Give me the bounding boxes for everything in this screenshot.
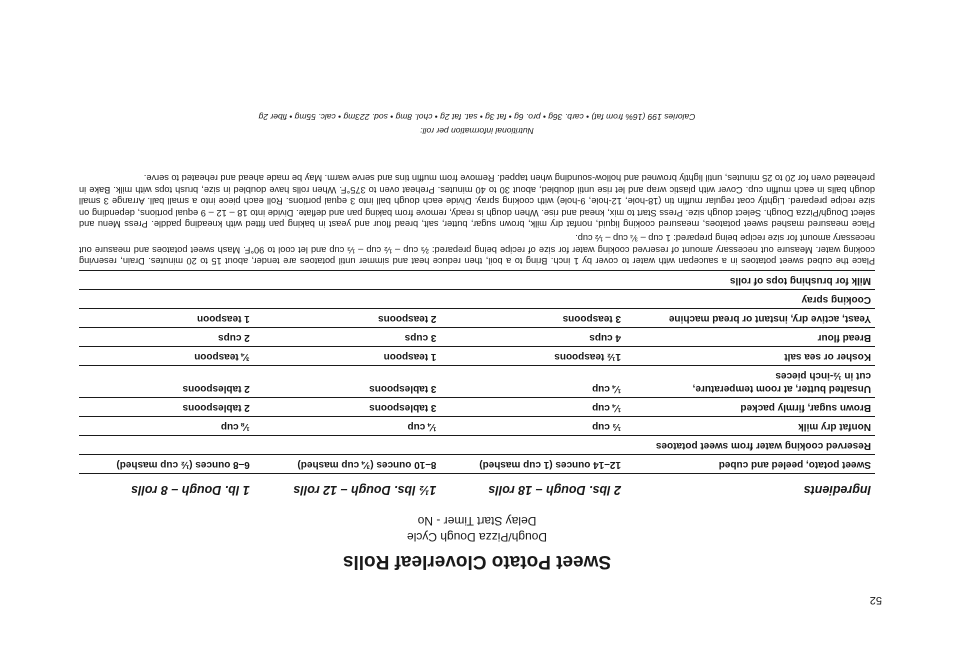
- ingredient-cell: [625, 398, 875, 417]
- ingredient-cell: [625, 436, 875, 455]
- ingredient-name: Reserved cooking water from sweet potatoes: [655, 440, 871, 451]
- page-number: 52: [869, 594, 882, 606]
- amount-cell: 3 cups: [254, 328, 441, 347]
- ingredient-name: Kosher or sea salt: [784, 351, 871, 362]
- ingredient-cell: [625, 271, 875, 290]
- table-row: [79, 347, 875, 366]
- table-row: [79, 455, 875, 474]
- table-row: [79, 290, 875, 309]
- table-header-row: [79, 474, 875, 503]
- ingredient-name: Milk for brushing tops of rolls: [729, 275, 871, 286]
- header-12-rolls: 1½ lbs. Dough – 12 rolls: [293, 483, 437, 497]
- amount-cell: [79, 290, 254, 309]
- amount-cell: 1½ teaspoons: [440, 347, 625, 366]
- amount-cell: [254, 290, 441, 309]
- amount-cell: [440, 436, 625, 455]
- amount-cell: 2 cups: [79, 328, 254, 347]
- instruction-paragraph-1: Place the cubed sweet potatoes in a saucepan with water to cover by 1 inch. Bring to a boil, then reduce heat and simmer until potatoes are tender, about 15 to 20 minutes. Drain, reserving cooking water. Measure out necessary amount of reserved cooking water for size of recipe being prepared: ⅔ cup – ½ cup – ⅓ cup and let cool to 90°F. Mash sweet potatoes and measure out necessary amount for size recipe being prepared: 1 cup – ¾ cup – ½ cup.: [79, 233, 875, 266]
- table-row: [79, 398, 875, 417]
- amount-cell: [79, 271, 254, 290]
- delay-timer-label: Delay Start Timer - No: [417, 514, 537, 528]
- amount-cell: ¼ cup: [440, 398, 625, 417]
- amount-cell: 6–8 ounces (½ cup mashed): [79, 455, 254, 474]
- ingredient-cell: [625, 328, 875, 347]
- amount-cell: [440, 271, 625, 290]
- ingredient-name: Sweet potato, peeled and cubed: [718, 459, 871, 470]
- ingredients-table-body: [79, 271, 875, 474]
- table-row: [79, 436, 875, 455]
- ingredient-name: Bread flour: [817, 332, 871, 343]
- amount-cell: 4 cups: [440, 328, 625, 347]
- amount-cell: [254, 271, 441, 290]
- amount-cell: 3 tablespoons: [254, 398, 441, 417]
- ingredient-name: Nonfat dry milk: [798, 421, 871, 432]
- table-row: [79, 417, 875, 436]
- header-ingredients: Ingredients: [803, 483, 871, 497]
- amount-cell: ¼ cup: [440, 366, 625, 398]
- amount-cell: [254, 436, 441, 455]
- ingredient-name: Brown sugar, firmly packed: [740, 402, 871, 413]
- amount-cell: ¾ teaspoon: [79, 347, 254, 366]
- amount-cell: 2 tablespoons: [79, 398, 254, 417]
- ingredient-name: Cooking spray: [801, 294, 871, 305]
- table-row: [79, 309, 875, 328]
- amount-cell: 3 tablespoons: [254, 366, 441, 398]
- header-8-rolls: 1 lb. Dough – 8 rolls: [131, 483, 250, 497]
- nutrition-facts: Calories 199 (16% from fat) • carb. 36g • pro. 6g • fat 3g • sat. fat 2g • chol. 8mg • sod. 223mg • calc. 55mg • fiber 2g: [258, 112, 696, 122]
- cycle-label: Dough/Pizza Dough Cycle: [406, 530, 548, 544]
- instruction-paragraph-2: Place measured mashed sweet potatoes, measured cooking liquid, nonfat dry milk, brown sugar, butter, salt, bread flour and yeast in baking pan fitted with kneading paddle. Press Menu and select Dough/Pizza Dough. Select dough size. Press Start to mix, knead and rise. When dough is ready, remove from baking pan and deflate. Divide into 18 – 12 – 9 equal portions, depending on size recipe prepared. Lightly coat regular muffin tin (18-hole, 12-hole, 9-hole) with cooking spray. Divide each dough ball into 3 equal portions. Roll each piece into a small ball. Arrange 3 small dough balls in each muffin cup. Cover with plastic wrap and let rise until doubled, about 30 to 40 minutes. Preheat oven to 375°F. When rolls have doubled in size, brush tops with milk. Bake in preheated oven for 20 to 25 minutes, until lightly browned and hollow-sounding when tapped. Remove from muffin tins and serve warm. May be made ahead and reheated to serve.: [79, 173, 875, 229]
- ingredient-cell: [625, 455, 875, 474]
- amount-cell: 1 teaspoon: [79, 309, 254, 328]
- amount-cell: ⅛ cup: [79, 417, 254, 436]
- ingredient-cell: [625, 290, 875, 309]
- table-row: [79, 328, 875, 347]
- ingredient-cell: [625, 309, 875, 328]
- amount-cell: [79, 436, 254, 455]
- amount-cell: 8–10 ounces (¾ cup mashed): [254, 455, 441, 474]
- ingredient-name: Unsalted butter, at room temperature,: [692, 383, 871, 394]
- ingredient-cell: [625, 417, 875, 436]
- amount-cell: 2 teaspoons: [254, 309, 441, 328]
- amount-cell: 1 teaspoon: [254, 347, 441, 366]
- amount-cell: [440, 290, 625, 309]
- ingredients-table: [79, 270, 875, 502]
- ingredient-cell: [625, 347, 875, 366]
- table-row: [79, 271, 875, 290]
- amount-cell: 3 teaspoons: [440, 309, 625, 328]
- amount-cell: ⅓ cup: [440, 417, 625, 436]
- amount-cell: ¼ cup: [254, 417, 441, 436]
- table-row: [79, 366, 875, 398]
- ingredient-name: Yeast, active dry, instant or bread machine: [668, 313, 871, 324]
- header-18-rolls: 2 lbs. Dough – 18 rolls: [488, 483, 621, 497]
- amount-cell: 12–14 ounces (1 cup mashed): [440, 455, 625, 474]
- recipe-title: Sweet Potato Cloverleaf Rolls: [342, 551, 612, 572]
- nutrition-label: Nutritional information per roll:: [420, 126, 534, 136]
- ingredient-cell: [625, 366, 875, 398]
- amount-cell: 2 tablespoons: [79, 366, 254, 398]
- ingredient-name: cut in ½-inch pieces: [775, 370, 871, 382]
